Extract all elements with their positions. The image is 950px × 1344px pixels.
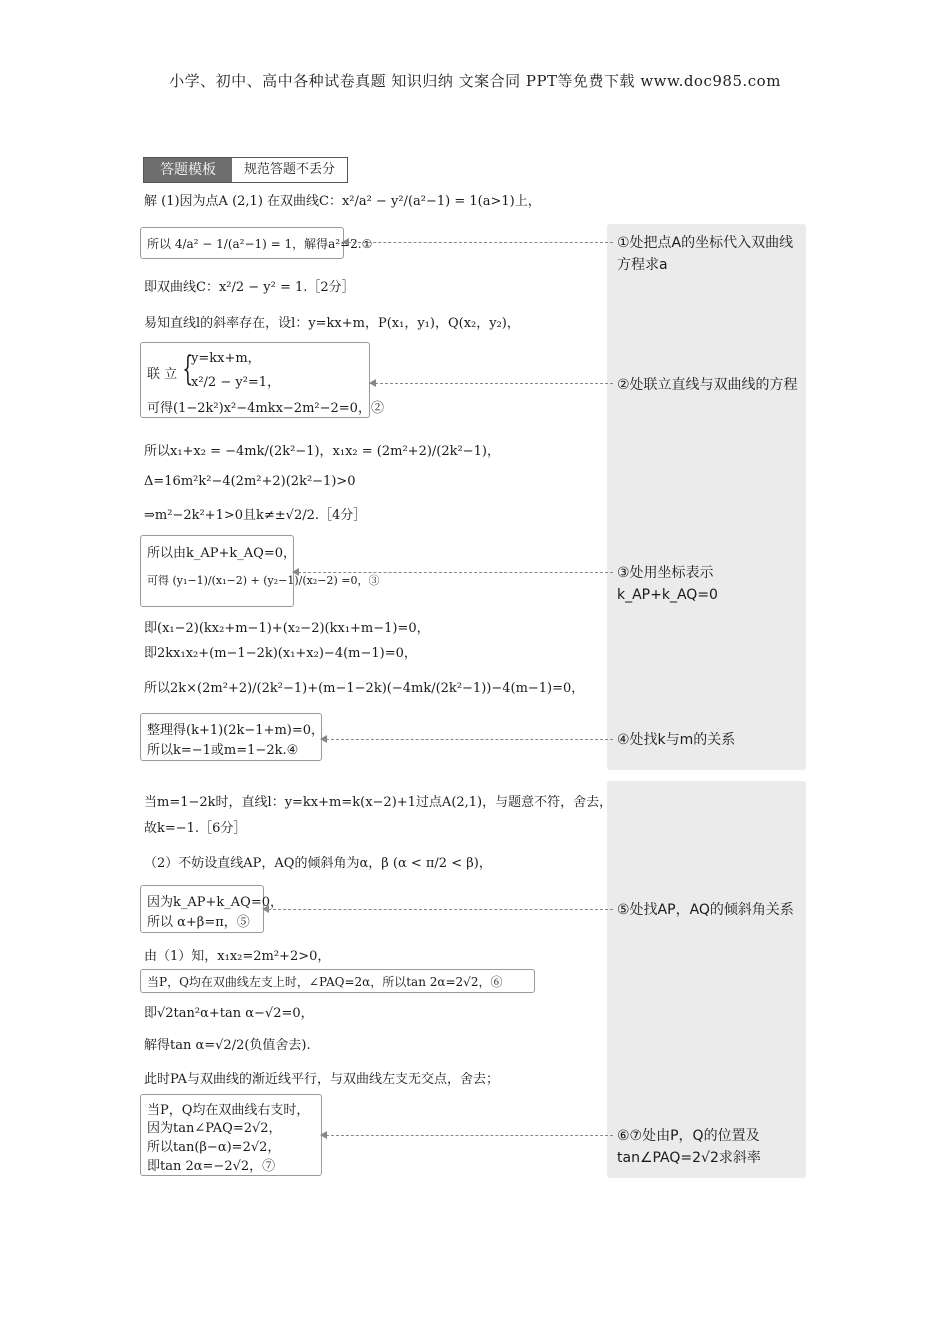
arrow-3-icon <box>293 572 613 573</box>
brace-icon: { <box>182 349 194 389</box>
solution-line-7: 即(x₁−2)(kx₂+m−1)+(x₂−2)(kx₁+m−1)=0， <box>144 621 430 636</box>
arrow-4-icon <box>321 739 613 740</box>
solution-line-10: 当m=1−2k时，直线l：y=kx+m=k(x−2)+1过点A(2,1)，与题意不符，舍去， <box>144 795 613 810</box>
solution-line-14: 即√2tan²α+tan α−√2=0， <box>144 1006 314 1021</box>
step-box-5-line1: 因为k_AP+k_AQ=0， <box>147 895 283 910</box>
arrow-5-icon <box>263 909 613 910</box>
step-box-5 <box>140 885 283 933</box>
solution-line-3: 易知直线l的斜率存在，设l：y=kx+m，P(x₁，y₁)，Q(x₂，y₂)， <box>144 316 520 331</box>
solution-line-2: 即双曲线C：x²/2 − y² = 1.［2分］ <box>144 280 355 295</box>
step-box-4-line1: 整理得(k+1)(2k−1+m)=0， <box>147 723 325 738</box>
badge-left: 答题模板 <box>144 158 232 182</box>
step-box-7-line4: 即tan 2α=−2√2，⑦ <box>147 1159 276 1174</box>
arrow-1-icon <box>343 242 613 243</box>
solution-line-9: 所以2k×(2m²+2)/(2k²−1)+(m−1−2k)(−4mk/(2k²−1))−4(m−1)=0， <box>144 681 585 696</box>
step-box-4-line2: 所以k=−1或m=1−2k.④ <box>147 743 299 758</box>
annotation-note-6: ⑥⑦处由P，Q的位置及tan∠PAQ=2√2求斜率 <box>617 1128 761 1166</box>
step-box-2-eq2: x²/2 − y²=1， <box>191 375 281 390</box>
step-box-3-line2: 可得 (y₁−1)/(x₁−2) + (y₂−1)/(x₂−2) =0，③ <box>147 574 380 587</box>
solution-line-6: ⇒m²−2k²+1>0且k≠±√2/2.［4分］ <box>144 508 367 523</box>
solution-line-15: 解得tan α=√2/2(负值舍去). <box>144 1038 311 1053</box>
step-box-7 <box>140 1094 322 1176</box>
step-box-7-line3: 所以tan(β−α)=2√2， <box>147 1140 281 1155</box>
step-box-1 <box>140 227 373 259</box>
annotation-note-2: ②处联立直线与双曲线的方程 <box>617 377 798 393</box>
solution-line-8: 即2kx₁x₂+(m−1−2k)(x₁+x₂)−4(m−1)=0， <box>144 646 417 661</box>
annotation-note-3: ③处用坐标表示k_AP+k_AQ=0 <box>617 565 718 603</box>
solution-line-4: 所以x₁+x₂ = −4mk/(2k²−1)，x₁x₂ = (2m²+2)/(2k²−1)， <box>144 444 500 459</box>
annotation-note-1: ①处把点A的坐标代入双曲线方程求a <box>617 235 794 273</box>
step-box-6 <box>140 969 535 993</box>
arrow-2-icon <box>370 383 613 384</box>
step-box-2-result: 可得(1−2k²)x²−4mkx−2m²−2=0，② <box>147 401 384 416</box>
solution-line-5: Δ=16m²k²−4(2m²+2)(2k²−1)>0 <box>144 474 356 489</box>
badge-right: 规范答题不丢分 <box>232 158 347 182</box>
solution-line-1: 解 (1)因为点A (2,1) 在双曲线C：x²/a² − y²/(a²−1) = 1(a>1)上， <box>144 194 541 209</box>
annotation-panel-top <box>607 224 806 770</box>
step-box-7-line1: 当P，Q均在双曲线右支时， <box>147 1103 310 1118</box>
annotation-panel-bottom <box>607 781 806 1178</box>
step-box-7-line2: 因为tan∠PAQ=2√2， <box>147 1121 282 1136</box>
step-box-3 <box>140 535 380 607</box>
step-box-2-label: 联 立 <box>147 367 178 382</box>
annotation-note-4: ④处找k与m的关系 <box>617 732 736 748</box>
step-box-2 <box>140 342 384 418</box>
solution-line-16: 此时PA与双曲线的渐近线平行，与双曲线左支无交点，舍去； <box>144 1072 499 1087</box>
solution-line-13: 由（1）知，x₁x₂=2m²+2>0， <box>144 949 331 964</box>
step-box-4 <box>140 713 325 761</box>
arrow-6-icon <box>321 1135 613 1136</box>
step-box-2-eq1: y=kx+m， <box>191 351 261 366</box>
step-box-6-text: 当P，Q均在双曲线左支上时，∠PAQ=2α，所以tan 2α=2√2，⑥ <box>147 975 503 989</box>
solution-line-12: （2）不妨设直线AP，AQ的倾斜角为α，β (α < π/2 < β)， <box>144 856 492 871</box>
step-box-5-line2: 所以 α+β=π，⑤ <box>147 915 250 930</box>
annotation-note-5: ⑤处找AP，AQ的倾斜角关系 <box>617 902 794 918</box>
step-box-3-line1: 所以由k_AP+k_AQ=0， <box>147 546 296 561</box>
step-box-1-text: 所以 4/a² − 1/(a²−1) = 1，解得a²=2.① <box>147 237 373 251</box>
solution-line-11: 故k=−1.［6分］ <box>144 821 247 836</box>
template-badge <box>143 157 348 183</box>
page-header: 小学、初中、高中各种试卷真题 知识归纳 文案合同 PPT等免费下载 www.doc985.com <box>169 72 781 90</box>
